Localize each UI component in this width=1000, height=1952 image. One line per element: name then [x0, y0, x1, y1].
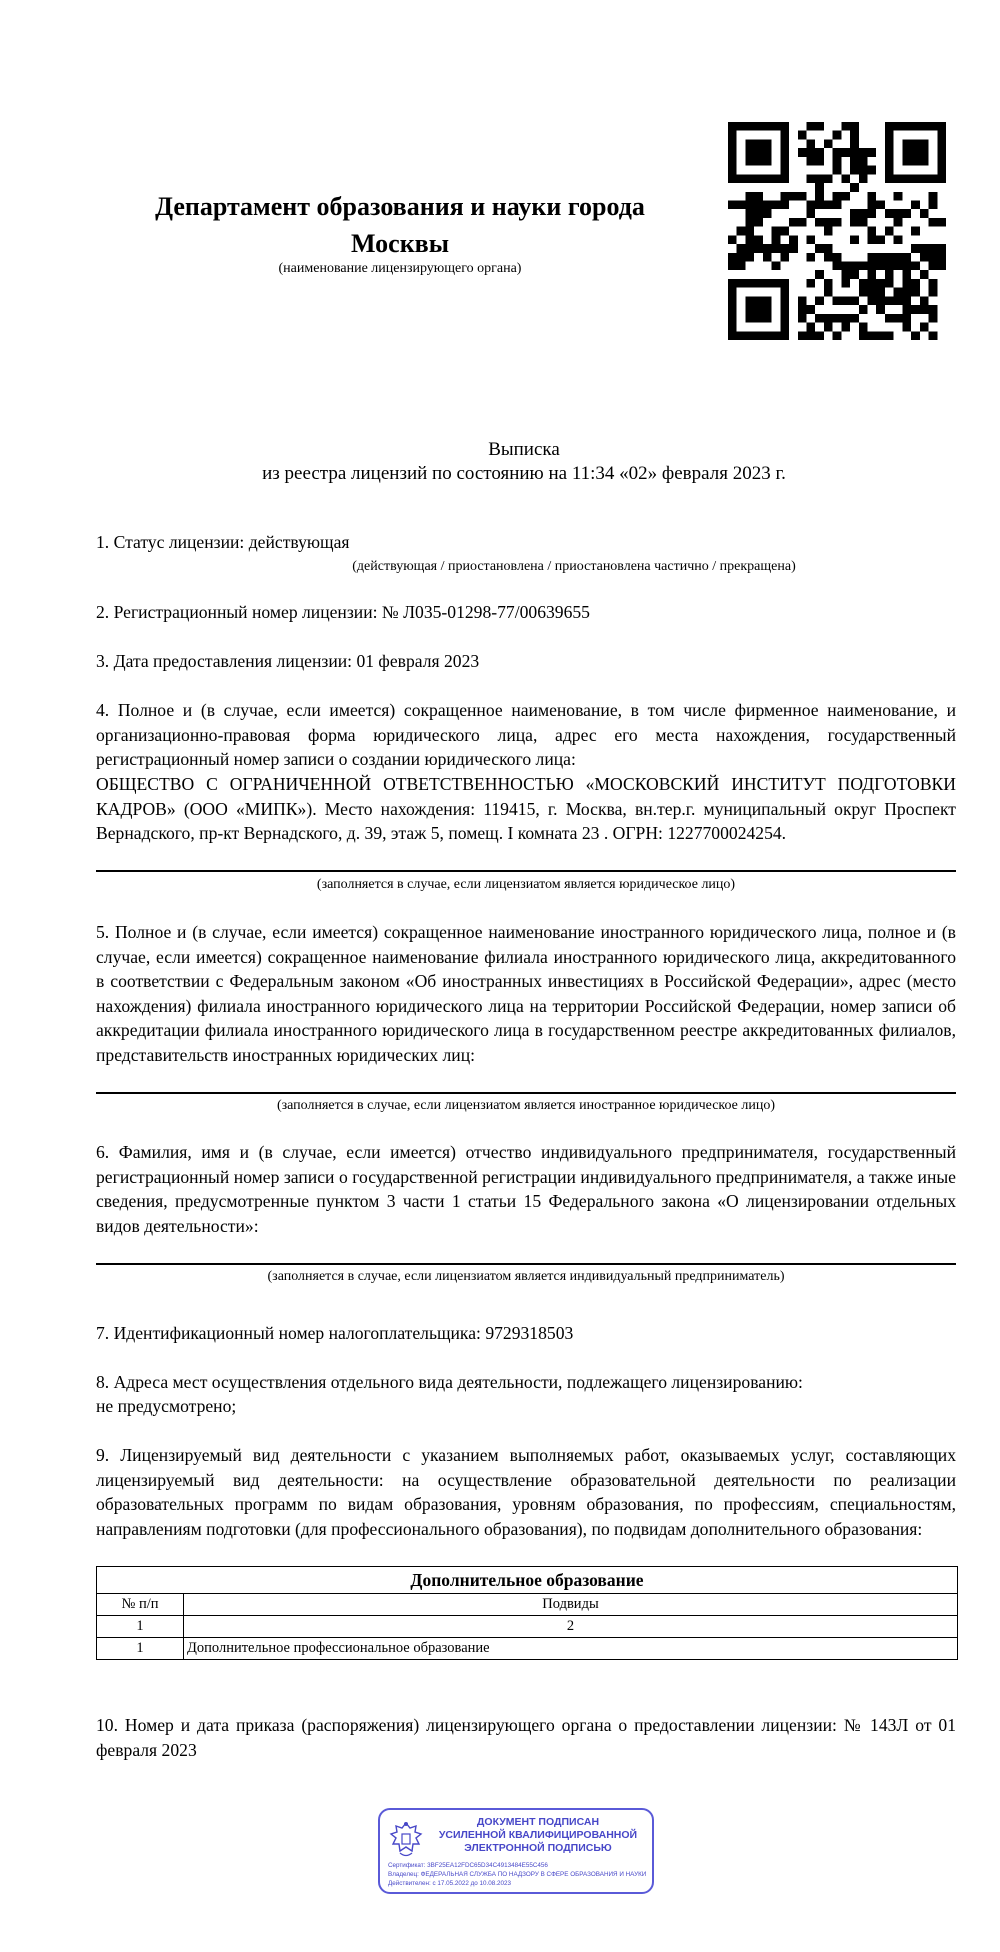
electronic-signature-stamp: [378, 1808, 654, 1894]
table-cell-subtype: Дополнительное профессиональное образование: [184, 1638, 958, 1660]
table-cell-number: 1: [97, 1638, 184, 1660]
stamp-heading: ДОКУМЕНТ ПОДПИСАН УСИЛЕННОЙ КВАЛИФИЦИРОВАННОЙ ЭЛЕКТРОННОЙ ПОДПИСЬЮ: [438, 1816, 638, 1854]
legal-entity-label: 4. Полное и (в случае, если имеется) сокращенное наименование, в том числе фирменное наименование, и организационно-правовая форма юридического лица, адрес его места нахождения, государственный регистрационный номер записи о создании юридического лица:: [96, 700, 956, 769]
stamp-certificate: Сертификат: 3BF25EA12FDC65D34C4913484E55C456: [388, 1862, 548, 1869]
table-row: [97, 1638, 958, 1660]
divider: [96, 870, 956, 872]
foreign-entity-caption: (заполняется в случае, если лицензиатом является иностранное юридическое лицо): [276, 1098, 776, 1113]
table-column-number: 1: [97, 1616, 184, 1638]
license-status: 1. Статус лицензии: действующая: [96, 532, 350, 552]
education-subtypes-table: [96, 1566, 958, 1660]
activity-addresses-label: 8. Адреса мест осуществления отдельного вида деятельности, подлежащего лицензированию:: [96, 1372, 803, 1392]
stamp-owner: Владелец: ФЕДЕРАЛЬНАЯ СЛУЖБА ПО НАДЗОРУ В СФЕРЕ ОБРАЗОВАНИЯ И НАУКИ: [388, 1871, 647, 1878]
table-header-number: № п/п: [97, 1594, 184, 1616]
legal-entity-value: ОБЩЕСТВО С ОГРАНИЧЕННОЙ ОТВЕТСТВЕННОСТЬЮ «МОСКОВСКИЙ ИНСТИТУТ ПОДГОТОВКИ КАДРОВ» (ООО «МИПК»). Место нахождения: 119415, г. Москва, вн.тер.г. муниципальный округ Проспект Вернадского, пр-кт Вернадского, д. 39, этаж 5, помещ. I комната 23 . ОГРН: 1227700024254.: [96, 774, 956, 843]
coat-of-arms-icon: [388, 1820, 424, 1860]
divider: [96, 1263, 956, 1265]
stamp-validity: Действителен: с 17.05.2022 до 10.08.2023: [388, 1880, 512, 1887]
table-title: Дополнительное образование: [97, 1567, 958, 1594]
document-title: Выписка: [488, 439, 560, 460]
licensing-authority-caption: (наименование лицензирующего органа): [278, 261, 522, 276]
foreign-entity-label: 5. Полное и (в случае, если имеется) сокращенное наименование иностранного юридического лица, полное и (в случае, если имеется) сокращенное наименование филиала иностранного юридического лица, аккредитованного в соответствии с Федеральным законом «Об иностранных инвестициях в Российской Федерации», адрес (место нахождения) филиала иностранного юридического лица на территории Российской Федерации, номер записи об аккредитации филиала иностранного юридического лица в государственном реестре аккредитованных филиалов, представительств иностранных юридических лиц:: [96, 922, 956, 1065]
document-subtitle: из реестра лицензий по состоянию на 11:34 «02» февраля 2023 г.: [262, 463, 786, 484]
divider: [96, 1092, 956, 1094]
legal-entity-caption: (заполняется в случае, если лицензиатом является юридическое лицо): [316, 877, 736, 892]
licensed-activity: 9. Лицензируемый вид деятельности с указанием выполняемых работ, оказываемых услуг, составляющих лицензируемый вид деятельности: на осуществление образовательной деятельности по реализации образовательных программ по видам образования, уровням образования, по профессиям, специальностям, направлениям подготовки (для профессионального образования), по подвидам дополнительного образования:: [96, 1445, 956, 1539]
order-number: 10. Номер и дата приказа (распоряжения) лицензирующего органа о предоставлении лицензии: № 143Л от 01 февраля 2023: [96, 1715, 956, 1760]
activity-addresses-value: не предусмотрено;: [96, 1396, 237, 1416]
entrepreneur-caption: (заполняется в случае, если лицензиатом является индивидуальный предприниматель): [267, 1269, 785, 1284]
entrepreneur-label: 6. Фамилия, имя и (в случае, если имеется) отчество индивидуального предпринимателя, государственный регистрационный номер записи о государственной регистрации индивидуального предпринимателя, а также иные сведения, предусмотренные пунктом 3 части 1 статьи 15 Федерального закона «О лицензировании отдельных видов деятельности»:: [96, 1142, 956, 1236]
license-date: 3. Дата предоставления лицензии: 01 февраля 2023: [96, 651, 480, 671]
license-status-caption: (действующая / приостановлена / приостановлена частично / прекращена): [352, 559, 796, 574]
table-column-number: 2: [184, 1616, 958, 1638]
qr-code-icon: [728, 122, 946, 340]
licensing-authority-name: Департамент образования и науки города Москвы: [155, 192, 645, 258]
taxpayer-number: 7. Идентификационный номер налогоплательщика: 9729318503: [96, 1323, 574, 1343]
table-header-subtypes: Подвиды: [184, 1594, 958, 1616]
registration-number: 2. Регистрационный номер лицензии: № Л035-01298-77/00639655: [96, 602, 590, 622]
